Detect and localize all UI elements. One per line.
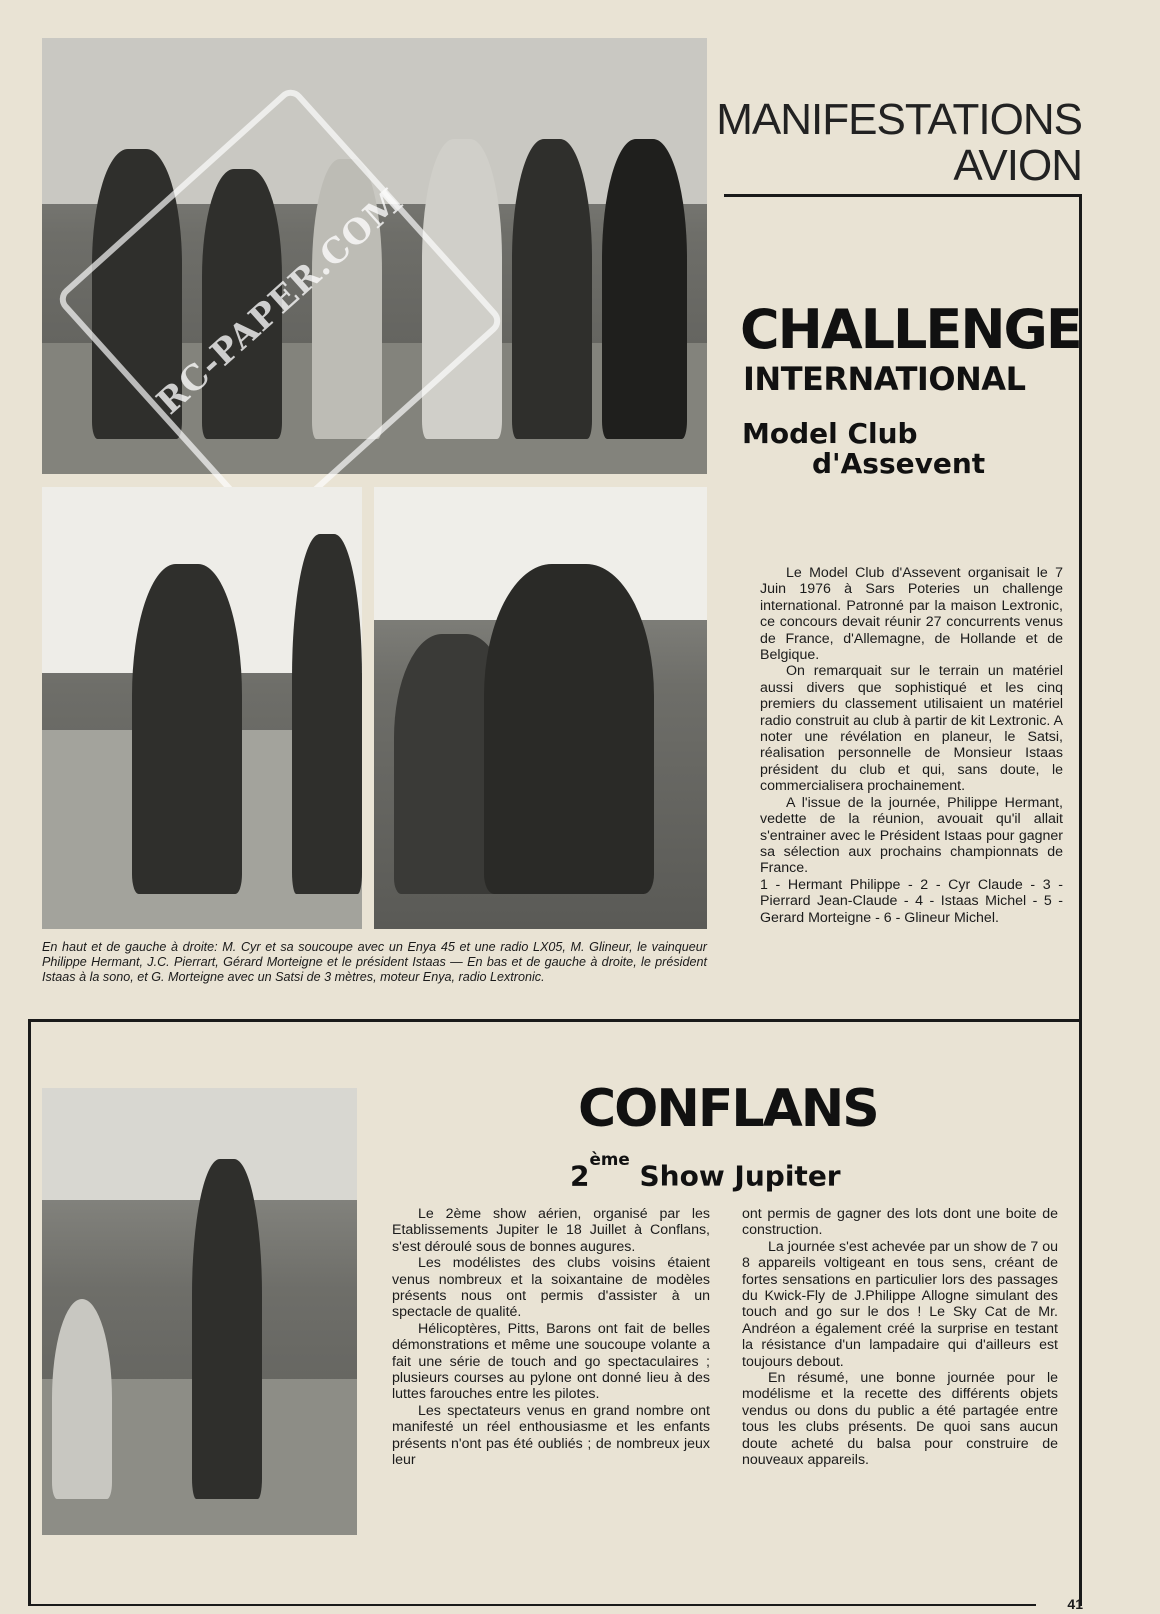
section-divider (28, 1019, 1082, 1022)
bottom-rule (28, 1604, 1036, 1606)
article2-paragraph: En résumé, une bonne journée pour le modélisme et la recette des différents objets vendus ou dons du public a été partagée entre tous les clubs présents. De quoi sans aucun doute acheté du balsa pour construire de nouveaux appareils. (742, 1370, 1058, 1469)
article2-paragraph: Les spectateurs venus en grand nombre ont manifesté un réel enthousiasme et les enfants présents n'ont pas été oubliés ; de nombreux jeux leur (392, 1402, 710, 1469)
article2-subtitle (570, 1142, 841, 1193)
frame-left (28, 1019, 31, 1606)
section-tag-line2: AVION (953, 141, 1082, 190)
article1-body (760, 565, 1063, 926)
article2-paragraph: Les modélistes des clubs voisins étaient venus nombreux et la soixantaine de modèles présents nous ont permis d'assister à un spectacle de qualité. (392, 1255, 710, 1321)
article2-paragraph: Le 2ème show aérien, organisé par les Etablissements Jupiter le 18 Juillet à Conflans, s'est déroulé sous de bonnes augures. (392, 1206, 710, 1255)
article1-paragraph: Le Model Club d'Assevent organisait le 7 Juin 1976 à Sars Poteries un challenge international. Patronné par la maison Lextronic, ce concours devait réunir 27 concurrents venus de France, d'Allemagne, de Hollande et de Belgique. (760, 565, 1063, 664)
photo-conflans-crowd (42, 1088, 357, 1535)
subtitle-suffix: ème (589, 1149, 630, 1169)
club-name-line2: d'Assevent (812, 447, 986, 480)
article2-column-1 (392, 1206, 710, 1469)
club-name-line1: Model Club (742, 417, 918, 450)
article2-title: CONFLANS (578, 1079, 878, 1139)
page-number: 41 (1067, 1596, 1083, 1612)
results-list: 1 - Hermant Philippe - 2 - Cyr Claude - 3 - Pierrard Jean-Claude - 4 - Istaas Michel - 5 - Gerard Morteigne - 6 - Glineur Michel. (760, 876, 1063, 926)
watermark-text: RC-PAPER.COM (149, 180, 412, 423)
photo-caption: En haut et de gauche à droite: M. Cyr et sa soucoupe avec un Enya 45 et une radio LX05, M. Glineur, le vainqueur Philippe Hermant, J.C. Pierrart, Gérard Morteigne et le président Istaas — En bas et de gauche à droite, le président Istaas à la sono, et G. Morteigne avec un Satsi de 3 mètres, moteur Enya, radio Lextronic. (42, 940, 707, 984)
article1-subtitle: INTERNATIONAL (743, 360, 1026, 398)
article2-paragraph: La journée s'est achevée par un show de 7 ou 8 appareils voltigeant en tous sens, créant de fortes sensations en particulier lors des passages du Kwick-Fly de J.Philippe Allogne simulant des touch and go sur le dos ! Le Sky Cat de Mr. Andréon a également créé la surprise en testant la résistance d'un lampadaire qui d'ailleurs est toujours debout. (742, 1238, 1058, 1370)
frame-right-2 (1079, 1019, 1082, 1606)
article2-paragraph: Hélicoptères, Pitts, Barons ont fait de belles démonstrations et même une soucoupe volante a fait une série de touch and go spectaculaires ; plusieurs courses au pylone ont donné lieu à des luttes farouches entre les pilotes. (392, 1320, 710, 1403)
article1-paragraph: A l'issue de la journée, Philippe Hermant, vedette de la réunion, avouait qu'il allait s'entrainer avec le Président Istaas pour gagner sa sélection aux prochains championnats de France. (760, 794, 1063, 877)
article2-paragraph: ont permis de gagner des lots dont une boite de construction. (742, 1206, 1058, 1239)
photo-istaas (42, 487, 362, 929)
article2-column-2 (742, 1206, 1058, 1469)
photo-satsi-glider (374, 487, 707, 929)
article1-paragraph: On remarquait sur le terrain un matériel aussi divers que sophistiqué et les cinq premiers du classement utilisaient un matériel radio construit au club à partir de kit Lextronic. A noter une révélation en planeur, le Satsi, réalisation personnelle de Monsieur Istaas président du club et qui, sans doute, le commercialisera prochainement. (760, 663, 1063, 795)
subtitle-text: Show Jupiter (639, 1159, 841, 1193)
section-tag (716, 97, 1082, 189)
article1-title: CHALLENGE (740, 298, 1081, 361)
subtitle-number: 2 (570, 1159, 590, 1193)
header-rule (724, 194, 1080, 197)
section-tag-line1: MANIFESTATIONS (716, 95, 1082, 144)
